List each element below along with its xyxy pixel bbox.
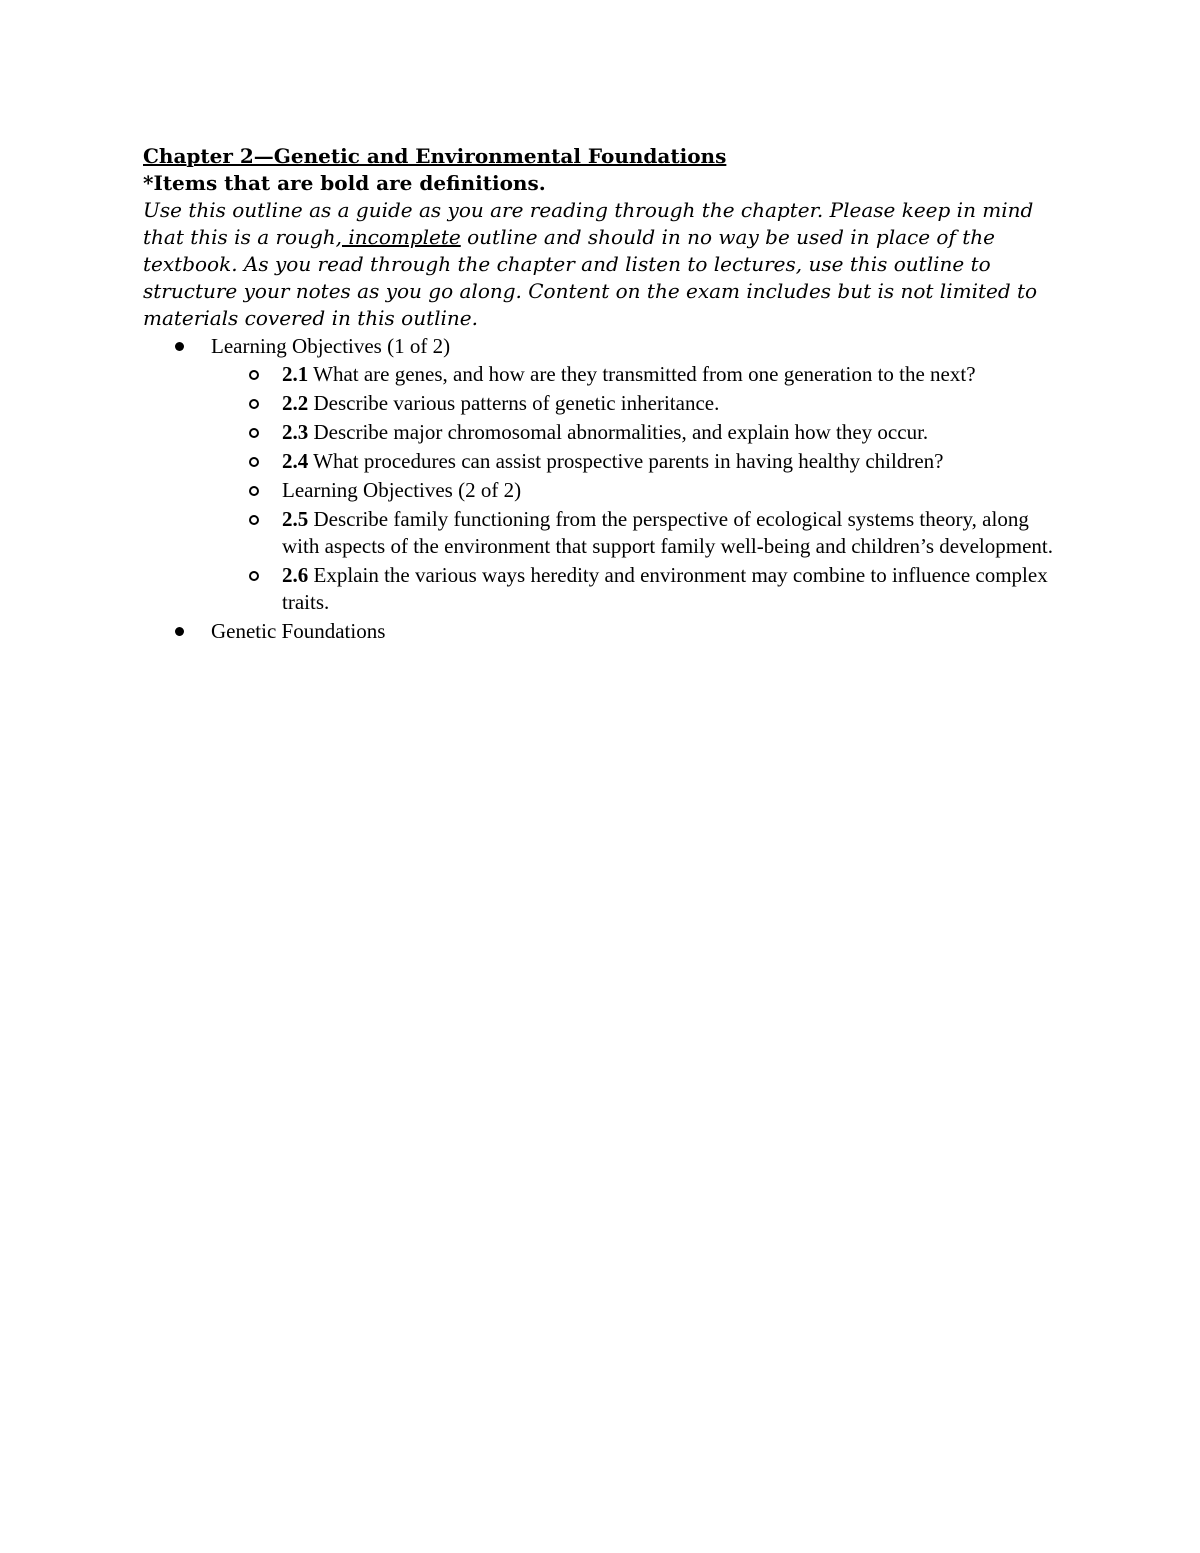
sub-item	[143, 390, 1063, 417]
sub-item	[143, 419, 1063, 446]
sub-item	[143, 477, 1063, 504]
objective-number: 2.3	[282, 420, 309, 444]
hollow-bullet-icon	[249, 571, 259, 581]
hollow-bullet-icon	[249, 370, 259, 380]
hollow-bullet-icon	[249, 399, 259, 409]
objective-text: Describe various patterns of genetic inheritance.	[308, 391, 720, 415]
filled-bullet-icon	[175, 342, 184, 351]
intro-text-1: Use this outline as a guide as you are reading through the chapter. Please keep in mind that this is a rough,	[143, 198, 1034, 249]
outline-item-learning-objectives	[143, 333, 1063, 616]
objective-text: Explain the various ways heredity and environment may combine to influence complex traits.	[282, 563, 1048, 614]
objective-text: What procedures can assist prospective parents in having healthy children?	[308, 449, 944, 473]
objective-text: What are genes, and how are they transmitted from one generation to the next?	[308, 362, 976, 386]
hollow-bullet-icon	[249, 515, 259, 525]
outline-item-genetic-foundations	[143, 618, 1063, 645]
objective-text: Describe major chromosomal abnormalities, and explain how they occur.	[308, 420, 929, 444]
objective-number: 2.6	[282, 563, 309, 587]
objective-number: 2.5	[282, 507, 309, 531]
objective-number: 2.2	[282, 391, 309, 415]
hollow-bullet-icon	[249, 457, 259, 467]
intro-underlined-word: incomplete	[342, 225, 461, 249]
bold-definitions-note: *Items that are bold are definitions.	[143, 171, 546, 195]
hollow-bullet-icon	[249, 486, 259, 496]
intro-text-2: outline and should in no way be used in place of the textbook. As you read through the chapter and listen to lectures, use this outline to structure your notes as you go along. Content on the exam includes but is not limited to materials covered in this outline.	[143, 225, 1038, 330]
sub-item	[143, 562, 1063, 616]
hollow-bullet-icon	[249, 428, 259, 438]
sub-list	[211, 361, 1063, 616]
chapter-title: Chapter 2—Genetic and Environmental Foundations	[143, 144, 727, 168]
sub-item	[143, 506, 1063, 560]
objective-text: Describe family functioning from the perspective of ecological systems theory, along with aspects of the environment that support family well-being and children’s development.	[282, 507, 1053, 558]
objective-text: Learning Objectives (2 of 2)	[282, 478, 522, 502]
outline-item-label: Genetic Foundations	[211, 619, 386, 643]
outline-list	[143, 333, 1063, 645]
objective-number: 2.1	[282, 362, 309, 386]
sub-item	[143, 361, 1063, 388]
intro-paragraph	[143, 197, 1063, 332]
outline-item-label: Learning Objectives (1 of 2)	[211, 334, 451, 358]
filled-bullet-icon	[175, 627, 184, 636]
objective-number: 2.4	[282, 449, 309, 473]
document-page	[143, 143, 1063, 645]
sub-item	[143, 448, 1063, 475]
